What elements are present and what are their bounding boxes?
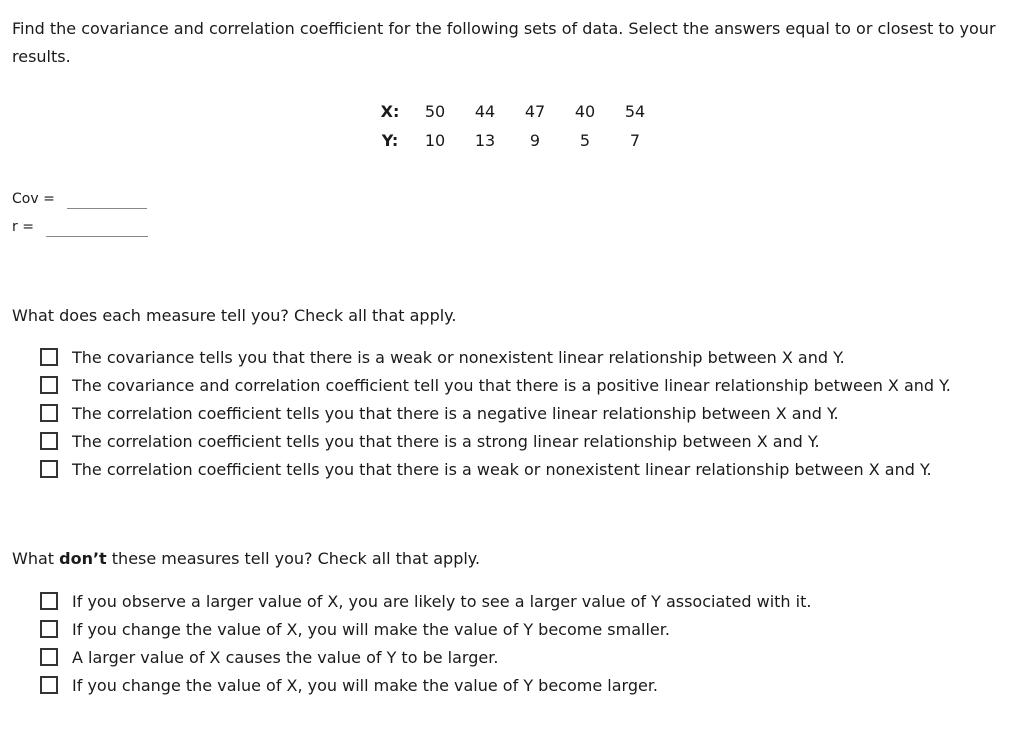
q1-option-2-label: The covariance and correlation coefficient tell you that there is a positive linear relationship between X and Y. bbox=[72, 375, 951, 395]
q1-option-3-checkbox[interactable] bbox=[40, 404, 58, 422]
question2-prompt-end: these measures tell you? Check all that apply. bbox=[106, 549, 481, 568]
q2-option-2[interactable] bbox=[40, 615, 670, 643]
q1-option-4-checkbox[interactable] bbox=[40, 432, 58, 450]
y-value-4: 5 bbox=[579, 131, 591, 150]
x-value-5: 54 bbox=[624, 102, 646, 121]
y-label: Y: bbox=[381, 131, 399, 150]
q1-option-5-checkbox[interactable] bbox=[40, 460, 58, 478]
q1-option-3-label: The correlation coefficient tells you that there is a negative linear relationship between X and Y. bbox=[72, 403, 839, 423]
x-value-3: 47 bbox=[524, 102, 546, 121]
q2-option-1-checkbox[interactable] bbox=[40, 592, 58, 610]
x-value-2: 44 bbox=[474, 102, 496, 121]
cov-row bbox=[12, 189, 147, 209]
y-row bbox=[370, 126, 660, 155]
q2-option-3[interactable] bbox=[40, 643, 498, 671]
cov-answer-blank[interactable] bbox=[67, 190, 147, 209]
q1-option-2[interactable] bbox=[40, 371, 951, 399]
q1-option-2-checkbox[interactable] bbox=[40, 376, 58, 394]
y-value-3: 9 bbox=[529, 131, 541, 150]
question2-prompt bbox=[12, 548, 480, 570]
q2-option-1-label: If you observe a larger value of X, you are likely to see a larger value of Y associated with it. bbox=[72, 591, 812, 611]
y-value-2: 13 bbox=[474, 131, 496, 150]
q2-option-3-checkbox[interactable] bbox=[40, 648, 58, 666]
q1-option-1-checkbox[interactable] bbox=[40, 348, 58, 366]
q2-option-2-label: If you change the value of X, you will make the value of Y become smaller. bbox=[72, 619, 670, 639]
q2-option-2-checkbox[interactable] bbox=[40, 620, 58, 638]
q2-option-3-label: A larger value of X causes the value of Y to be larger. bbox=[72, 647, 499, 667]
data-table bbox=[370, 97, 660, 155]
q2-option-4-label: If you change the value of X, you will make the value of Y become larger. bbox=[72, 675, 659, 695]
r-row bbox=[12, 217, 148, 237]
r-answer-blank[interactable] bbox=[46, 218, 148, 237]
question2-prompt-emphasis: don’t bbox=[59, 549, 107, 568]
cov-label: Cov = bbox=[12, 191, 55, 207]
r-label: r = bbox=[12, 219, 34, 235]
q2-option-1[interactable] bbox=[40, 587, 811, 615]
q1-option-5[interactable] bbox=[40, 455, 932, 483]
q1-option-4[interactable] bbox=[40, 427, 820, 455]
question1-prompt: What does each measure tell you? Check all that apply. bbox=[12, 306, 457, 325]
q1-option-1[interactable] bbox=[40, 343, 845, 371]
y-value-1: 10 bbox=[424, 131, 446, 150]
q1-option-3[interactable] bbox=[40, 399, 839, 427]
q1-option-5-label: The correlation coefficient tells you that there is a weak or nonexistent linear relationship between X and Y. bbox=[72, 459, 932, 479]
x-value-1: 50 bbox=[424, 102, 446, 121]
x-label: X: bbox=[380, 102, 400, 121]
q1-option-4-label: The correlation coefficient tells you that there is a strong linear relationship between X and Y. bbox=[72, 431, 820, 451]
x-row bbox=[370, 97, 660, 126]
q2-option-4-checkbox[interactable] bbox=[40, 676, 58, 694]
y-value-5: 7 bbox=[629, 131, 641, 150]
x-value-4: 40 bbox=[574, 102, 596, 121]
question2-prompt-start: What bbox=[12, 549, 60, 568]
q2-option-4[interactable] bbox=[40, 671, 658, 699]
q1-option-1-label: The covariance tells you that there is a weak or nonexistent linear relationship between X and Y. bbox=[72, 347, 845, 367]
instructions-text: Find the covariance and correlation coefficient for the following sets of data. Select the answers equal to or closest to your results. bbox=[12, 19, 996, 66]
